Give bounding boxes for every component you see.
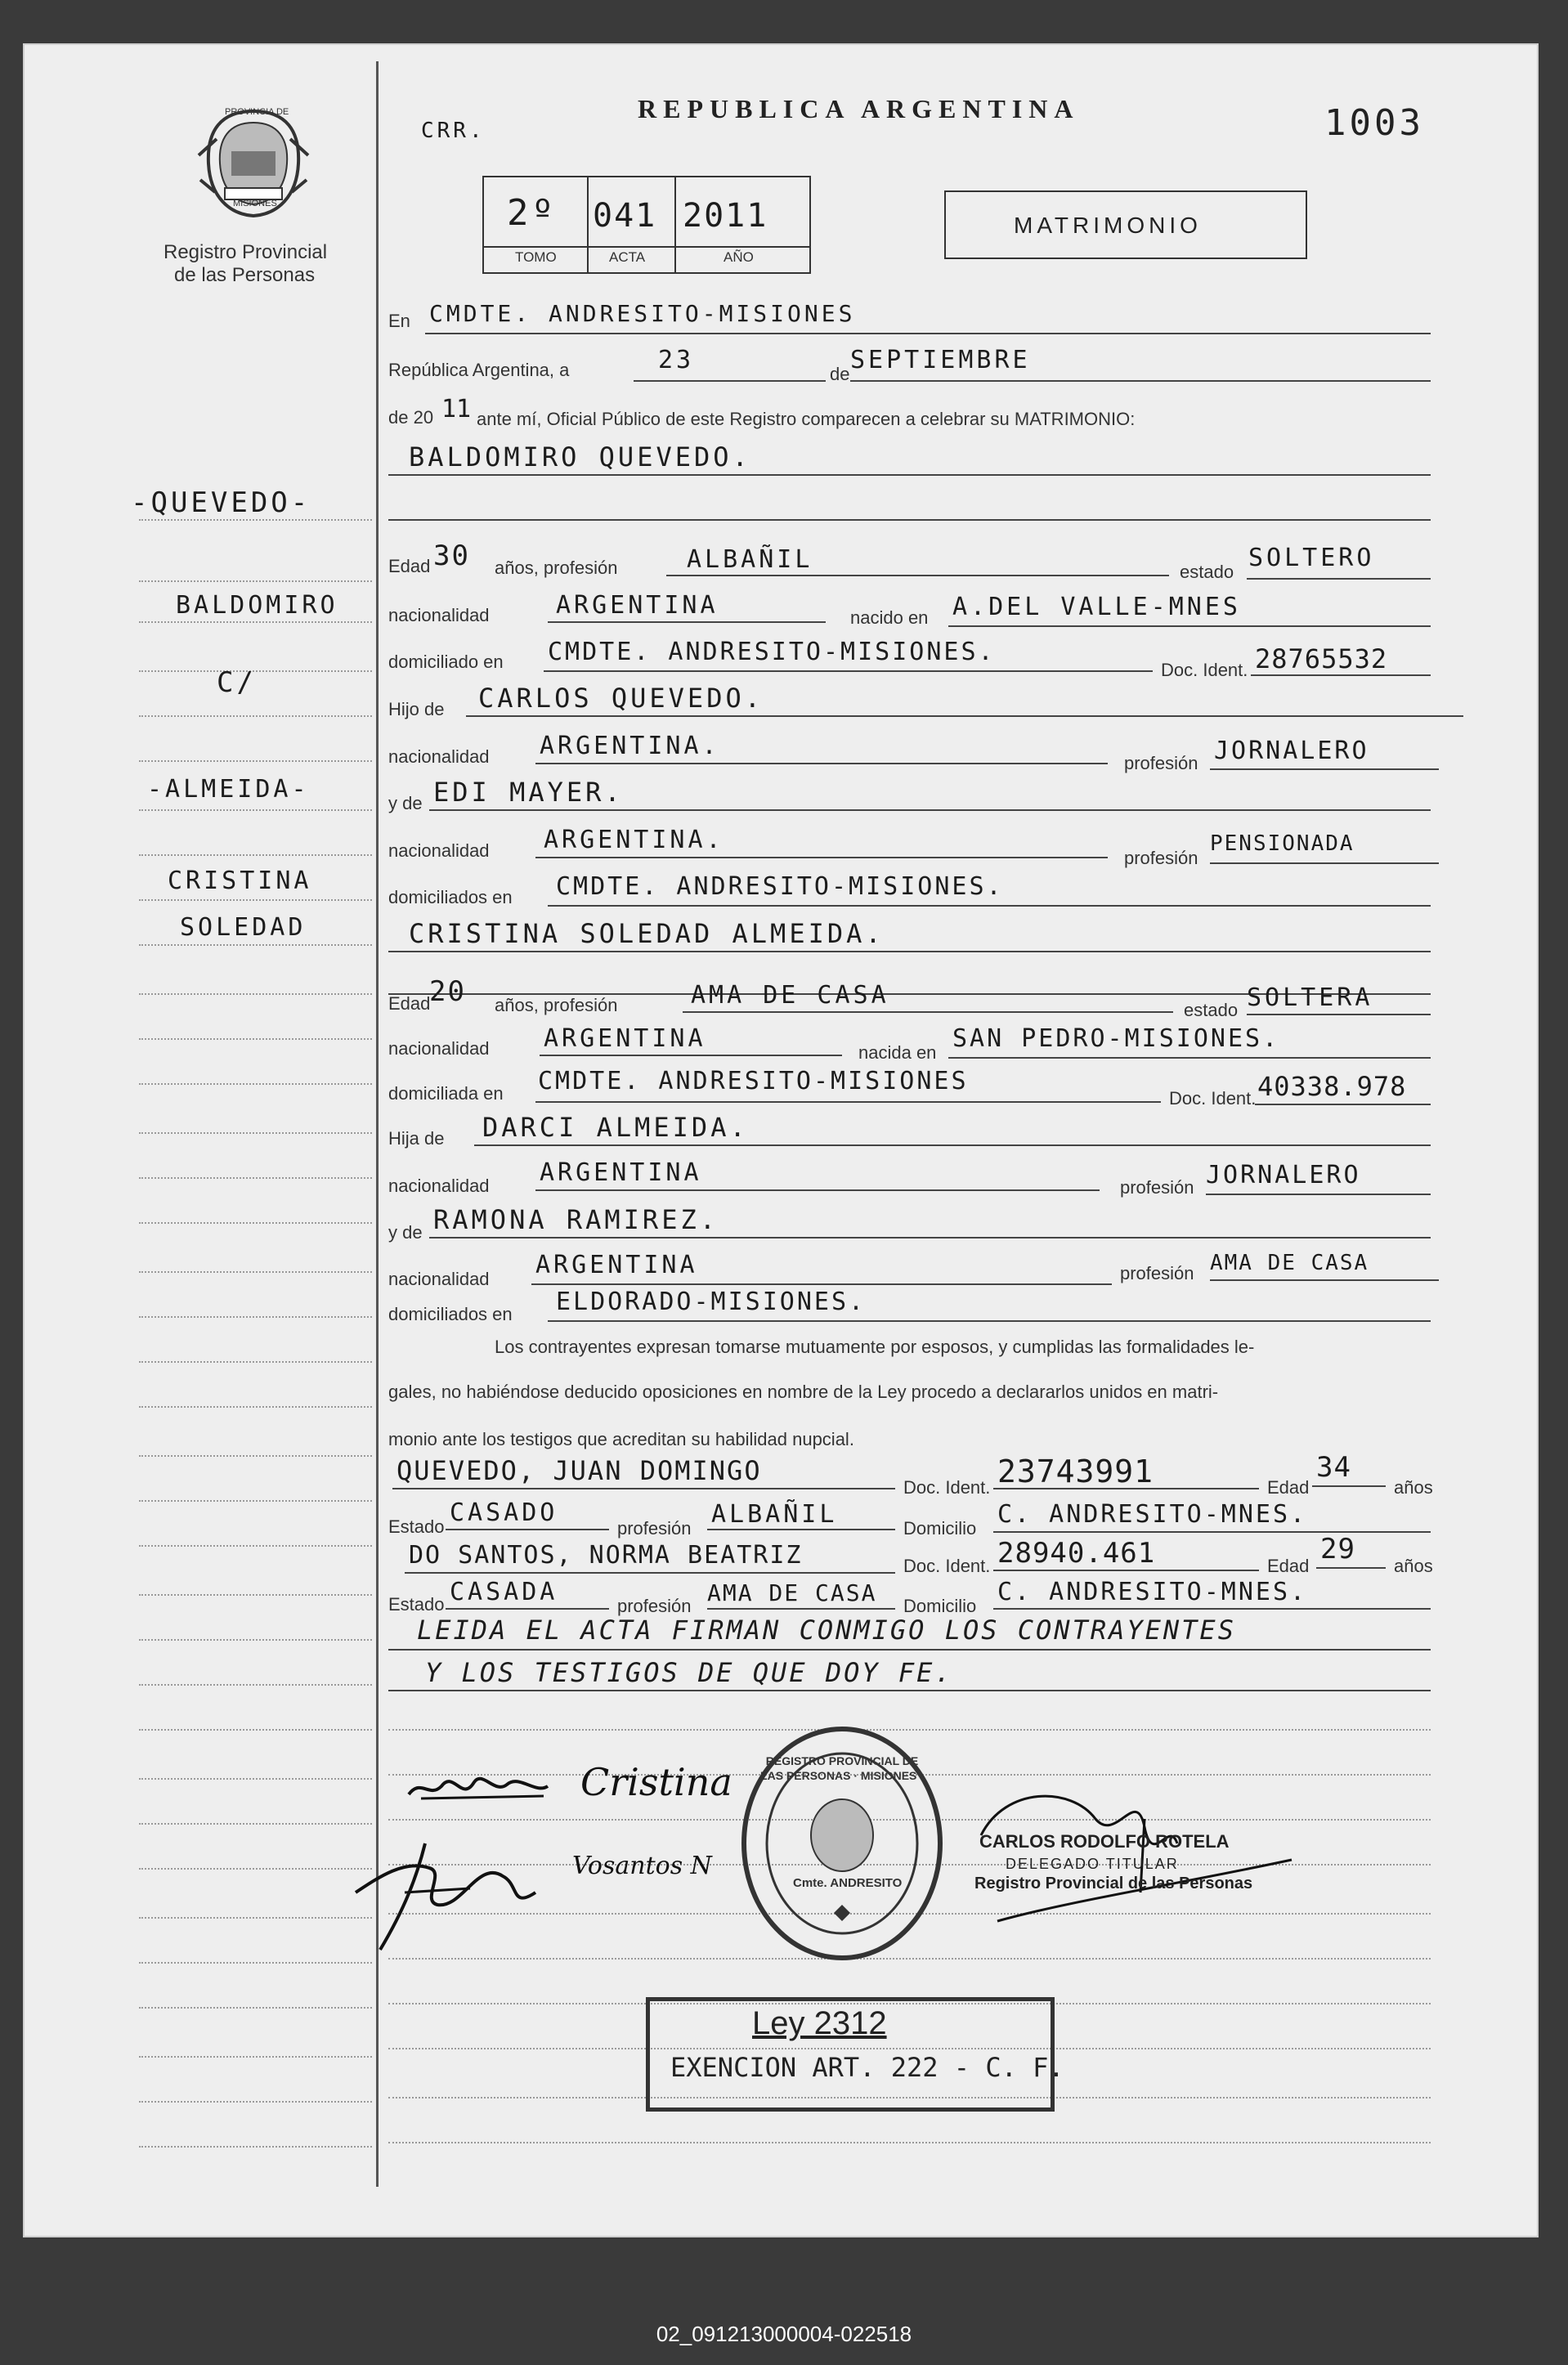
de-label: de [830, 364, 850, 384]
groom-edad-label: Edad [388, 556, 431, 576]
acta-label: ACTA [609, 249, 646, 265]
groom-mother: EDI MAYER. [433, 777, 624, 808]
country-title: REPUBLICA ARGENTINA [638, 94, 1080, 123]
bride-mother-nat: ARGENTINA [535, 1251, 698, 1279]
official-title: DELEGADO TITULAR [1006, 1856, 1179, 1872]
witness1-name: QUEVEDO, JUAN DOMINGO [396, 1455, 762, 1486]
groom-father-prof: JORNALERO [1214, 737, 1369, 765]
groom-nationality: ARGENTINA [556, 591, 719, 620]
witness2-prof-label: profesión [617, 1596, 692, 1616]
witness2-edad-label: Edad [1267, 1556, 1310, 1576]
tomo-value: 2º [507, 192, 557, 234]
year-suffix: 11 [441, 395, 472, 423]
bride-anos-prof-label: años, profesión [495, 995, 618, 1015]
groom-father-nac-label: nacionalidad [388, 746, 490, 767]
witness1-status: CASADO [450, 1498, 558, 1527]
witness1-doc: 23743991 [997, 1453, 1154, 1489]
place: CMDTE. ANDRESITO-MISIONES [429, 300, 856, 327]
groom-father-prof-label: profesión [1124, 753, 1198, 773]
stamp-center-text: Cmte. ANDRESITO [793, 1876, 903, 1890]
groom-doc-label: Doc. Ident. [1161, 660, 1248, 680]
bride-nac-label: nacionalidad [388, 1038, 490, 1059]
document-page [25, 45, 1537, 2236]
body-line1: Los contrayentes expresan tomarse mutuamente por esposos, y cumplidas las formalidades le- [495, 1337, 1255, 1357]
bride-father-nat: ARGENTINA [540, 1158, 702, 1187]
hijo-label: Hijo de [388, 699, 445, 719]
witness1-prof: ALBAÑIL [711, 1500, 838, 1529]
groom-birthplace: A.DEL VALLE-MNES [952, 593, 1241, 621]
tomo-label: TOMO [515, 249, 557, 265]
header-code: CRR. [421, 119, 486, 143]
witness2-status: CASADA [450, 1578, 558, 1606]
witness1-age: 34 [1316, 1451, 1351, 1484]
intro-text: ante mí, Oficial Público de este Registro comparecen a celebrar su MATRIMONIO: [477, 409, 1136, 429]
exemption-line2: EXENCION ART. 222 - C. F. [670, 2052, 1064, 2083]
witness2-prof: AMA DE CASA [707, 1579, 877, 1606]
exemption-line1: Ley 2312 [752, 2005, 887, 2041]
seal-bottom-text: MISIONES [233, 199, 277, 208]
bride-parents-address: ELDORADO-MISIONES. [556, 1288, 867, 1316]
groom-mother-nat: ARGENTINA. [544, 826, 724, 854]
margin-note-bride-name2: SOLEDAD [180, 913, 307, 942]
groom-name: BALDOMIRO QUEVEDO. [409, 441, 751, 473]
closing-line2: Y LOS TESTIGOS DE QUE DOY FE. [425, 1657, 953, 1688]
bride-father-prof: JORNALERO [1206, 1161, 1361, 1189]
body-line3: monio ante los testigos que acreditan su habilidad nupcial. [388, 1429, 854, 1449]
witness2-domicilio-label: Domicilio [903, 1596, 977, 1616]
body-line2: gales, no habiéndose deducido oposiciones en nombre de la Ley procedo a declararlos unidos en matri- [388, 1382, 1219, 1402]
witness1-prof-label: profesión [617, 1518, 692, 1539]
bride-father-nac-label: nacionalidad [388, 1176, 490, 1196]
registry-line2: de las Personas [174, 264, 316, 286]
hija-label: Hija de [388, 1128, 445, 1149]
bride-status: SOLTERA [1247, 983, 1373, 1012]
margin-note-surname: -QUEVEDO- [131, 486, 311, 519]
groom-age: 30 [433, 540, 470, 572]
witness2-age: 29 [1320, 1533, 1355, 1565]
bride-parents-domicile-label: domiciliados en [388, 1304, 513, 1324]
bride-address: CMDTE. ANDRESITO-MISIONES [538, 1067, 969, 1095]
act-type: MATRIMONIO [1014, 213, 1202, 238]
bride-edad-label: Edad [388, 993, 431, 1014]
witness2-estado-label: Estado [388, 1594, 445, 1615]
file-id: 02_091213000004-022518 [656, 2322, 912, 2346]
acta-value: 041 [593, 197, 657, 235]
witness2-signature: Vosantos N [572, 1852, 712, 1880]
bride-nacida-label: nacida en [858, 1042, 937, 1063]
witness1-estado-label: Estado [388, 1516, 445, 1537]
official-office: Registro Provincial de las Personas [974, 1875, 1253, 1892]
month: SEPTIEMBRE [850, 346, 1031, 374]
bride-doc: 40338.978 [1257, 1071, 1407, 1102]
bride-mother-prof: AMA DE CASA [1210, 1251, 1369, 1275]
bride-profession: AMA DE CASA [691, 981, 889, 1010]
witness2-doc: 28940.461 [997, 1537, 1156, 1570]
groom-profession: ALBAÑIL [687, 545, 813, 574]
witness1-anos-label: años [1394, 1477, 1433, 1498]
bride-signature: Cristina [580, 1760, 732, 1804]
bride-name: CRISTINA SOLEDAD ALMEIDA. [409, 918, 885, 949]
official-name: CARLOS RODOLFO ROTELA [979, 1831, 1230, 1852]
page-number: 1003 [1324, 102, 1424, 144]
witness2-address: C. ANDRESITO-MNES. [997, 1578, 1308, 1606]
witness1-signature-icon [347, 1827, 560, 1958]
groom-status: SOLTERO [1248, 544, 1375, 572]
bride-father: DARCI ALMEIDA. [482, 1112, 749, 1143]
bride-mother-prof-label: profesión [1120, 1263, 1194, 1283]
bride-estado-label: estado [1184, 1000, 1239, 1020]
bride-father-prof-label: profesión [1120, 1177, 1194, 1198]
bride-doc-label: Doc. Ident. [1169, 1088, 1257, 1109]
witness1-address: C. ANDRESITO-MNES. [997, 1500, 1308, 1529]
witness1-edad-label: Edad [1267, 1477, 1310, 1498]
witness2-name: DO SANTOS, NORMA BEATRIZ [409, 1541, 803, 1570]
margin-note-bride-name1: CRISTINA [168, 867, 312, 895]
bride-mother: RAMONA RAMIREZ. [433, 1204, 719, 1235]
groom-parents-domicile-label: domiciliados en [388, 887, 513, 907]
groom-nac-label: nacionalidad [388, 605, 490, 625]
bride-mother-nac-label: nacionalidad [388, 1269, 490, 1289]
groom-mother-nac-label: nacionalidad [388, 840, 490, 861]
witness2-doc-label: Doc. Ident. [903, 1556, 991, 1576]
en-label: En [388, 311, 410, 331]
day: 23 [658, 346, 695, 374]
margin-note-bride-surname: -ALMEIDA- [147, 775, 310, 804]
groom-parents-address: CMDTE. ANDRESITO-MISIONES. [556, 872, 1004, 901]
groom-father: CARLOS QUEVEDO. [478, 683, 764, 714]
bride-yde-label: y de [388, 1222, 423, 1243]
closing-line1: LEIDA EL ACTA FIRMAN CONMIGO LOS CONTRAYENTES [417, 1615, 1236, 1646]
seal-top-text: PROVINCIA DE [225, 107, 289, 117]
year-prefix: de 20 [388, 407, 434, 428]
margin-note-firstname: BALDOMIRO [176, 591, 338, 620]
bride-age: 20 [429, 975, 466, 1008]
margin-note-c: C/ [217, 666, 257, 699]
groom-mother-prof: PENSIONADA [1210, 831, 1355, 856]
groom-address: CMDTE. ANDRESITO-MISIONES. [548, 638, 996, 666]
groom-estado-label: estado [1180, 562, 1234, 582]
bride-birthplace: SAN PEDRO-MISIONES. [952, 1024, 1280, 1053]
groom-father-nat: ARGENTINA. [540, 732, 720, 760]
witness1-doc-label: Doc. Ident. [903, 1477, 991, 1498]
witness1-domicilio-label: Domicilio [903, 1518, 977, 1539]
registry-line1: Registro Provincial [164, 241, 328, 263]
ano-label: AÑO [724, 249, 754, 265]
groom-yde-label: y de [388, 793, 423, 813]
bride-domiciliada-label: domiciliada en [388, 1083, 504, 1104]
republica-label: República Argentina, a [388, 360, 570, 380]
groom-mother-prof-label: profesión [1124, 848, 1198, 868]
witness2-anos-label: años [1394, 1556, 1433, 1576]
groom-doc: 28765532 [1255, 643, 1388, 674]
groom-domiciliado-label: domiciliado en [388, 652, 504, 672]
groom-signature-icon [405, 1762, 552, 1811]
groom-anos-prof-label: años, profesión [495, 558, 618, 578]
bride-nationality: ARGENTINA [544, 1024, 706, 1053]
stamp-ring-text: REGISTRO PROVINCIAL DE LAS PERSONAS · MISIONES · [760, 1754, 924, 1783]
groom-nacido-label: nacido en [850, 607, 929, 628]
ano-value: 2011 [683, 197, 768, 235]
